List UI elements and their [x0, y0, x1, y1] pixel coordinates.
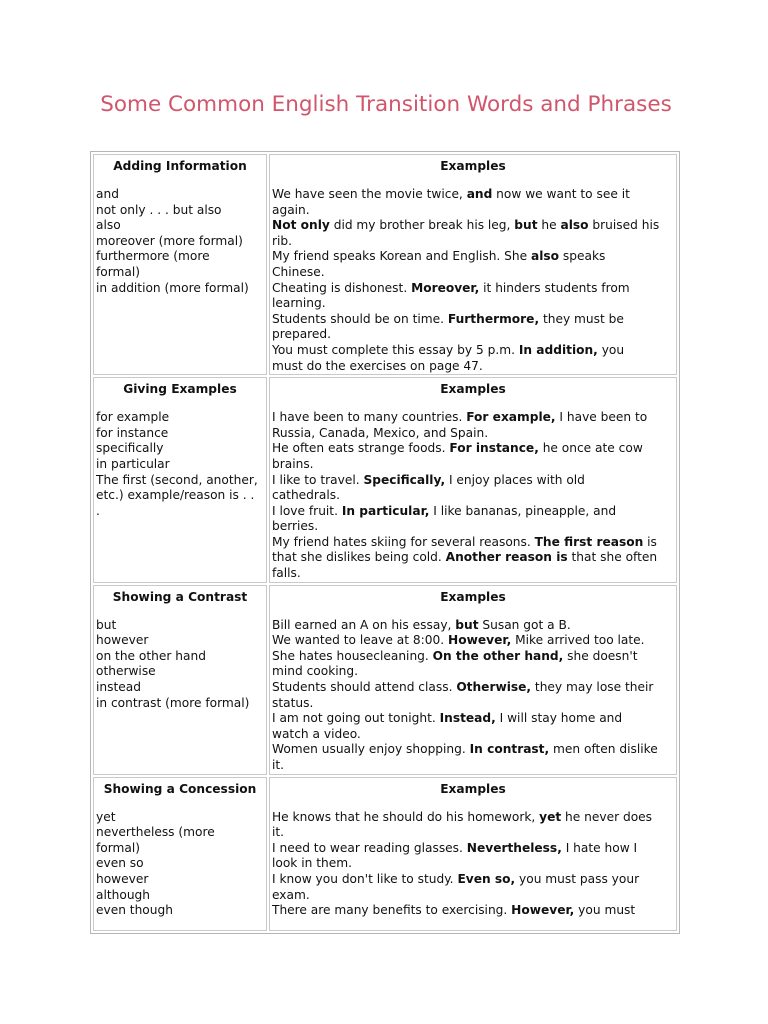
example-text: mind cooking.: [272, 664, 358, 679]
example-sentence-line: [272, 343, 674, 359]
example-text: I have been to many countries.: [272, 410, 467, 425]
transition-words-cell: [93, 585, 267, 775]
example-text: rib.: [272, 233, 293, 248]
example-text: she doesn't: [563, 648, 638, 663]
example-text: prepared.: [272, 327, 332, 342]
example-text: She hates housecleaning.: [272, 648, 433, 663]
example-text: is: [643, 534, 657, 549]
transition-highlight: Moreover,: [411, 280, 480, 295]
example-sentence-line: [272, 903, 674, 919]
transition-highlight: For instance,: [449, 441, 539, 456]
example-text: Susan got a B.: [478, 617, 571, 632]
example-sentence-line: [272, 841, 674, 857]
example-text: He knows that he should do his homework,: [272, 809, 540, 824]
example-text: you must pass your: [515, 871, 640, 886]
example-text: he never does: [561, 809, 653, 824]
example-sentence-line: [272, 426, 674, 442]
transition-highlight: Not only: [272, 218, 330, 233]
example-sentence-line: [272, 457, 674, 473]
example-sentence-line: [272, 410, 674, 426]
example-sentence-line: [272, 535, 674, 551]
examples-cell: [269, 377, 677, 583]
transition-highlight: The first reason: [534, 534, 644, 549]
example-sentence-line: [272, 187, 674, 203]
transition-highlight: but: [455, 617, 479, 632]
example-text: status.: [272, 695, 314, 710]
transition-highlight: In addition,: [518, 342, 598, 357]
example-sentence-line: [272, 281, 674, 297]
transition-word: in contrast (more formal): [96, 695, 250, 710]
transition-words-cell: [93, 777, 267, 931]
transition-highlight: In particular,: [341, 503, 430, 518]
example-text: Russia, Canada, Mexico, and Spain.: [272, 425, 489, 440]
examples-heading: Examples: [440, 159, 506, 173]
transition-word: .: [96, 503, 100, 518]
example-text: falls.: [272, 566, 301, 581]
example-text: Bill earned an A on his essay,: [272, 617, 456, 632]
example-text: you: [597, 342, 625, 357]
section-row: [93, 154, 677, 375]
example-text: it hinders students from: [479, 280, 630, 295]
example-sentence-line: [272, 758, 674, 774]
example-text: I hate how I: [561, 840, 638, 855]
example-text: watch a video.: [272, 726, 361, 741]
example-text: I have been to: [555, 410, 648, 425]
example-text: now we want to see it: [492, 187, 630, 201]
transition-word: not only . . . but also: [96, 202, 222, 217]
example-sentence-line: [272, 566, 674, 582]
transition-word: etc.) example/reason is . .: [96, 488, 255, 503]
transition-highlight: Instead,: [439, 711, 496, 726]
transition-word: but: [96, 617, 117, 632]
example-text: again.: [272, 202, 310, 217]
example-sentence-line: [272, 550, 674, 566]
transition-word: otherwise: [96, 664, 156, 679]
example-sentence-line: [272, 872, 674, 888]
category-heading: Giving Examples: [123, 382, 237, 397]
transition-highlight: also: [531, 249, 560, 264]
section-row: [93, 585, 677, 775]
example-text: that she often: [567, 550, 658, 565]
transition-word: for instance: [96, 425, 169, 440]
transition-words-cell: [93, 154, 267, 375]
transition-word: specifically: [96, 441, 164, 456]
example-text: I like to travel.: [272, 472, 364, 487]
transition-highlight: Another reason is: [445, 550, 568, 565]
example-text: look in them.: [272, 856, 352, 871]
example-text: that she dislikes being cold.: [272, 550, 446, 565]
transition-highlight: Furthermore,: [447, 311, 540, 326]
transition-word: formal): [96, 840, 141, 855]
transition-word: however: [96, 871, 149, 886]
examples-heading: Examples: [440, 382, 506, 397]
examples-cell: [269, 154, 677, 375]
transition-highlight: Specifically,: [363, 472, 446, 487]
example-sentence-line: [272, 296, 674, 312]
example-sentence-line: [272, 249, 674, 265]
example-text: men often dislike: [549, 742, 658, 757]
transition-word: in particular: [96, 456, 170, 471]
examples-heading: Examples: [440, 589, 506, 604]
example-text: I will stay home and: [495, 711, 623, 726]
category-heading: Showing a Concession: [103, 781, 257, 796]
example-sentence-line: [272, 327, 674, 343]
examples-heading: Examples: [440, 781, 506, 796]
transition-word: nevertheless (more: [96, 825, 215, 840]
example-text: You must complete this essay by 5 p.m.: [272, 342, 519, 357]
example-sentence-line: [272, 727, 674, 743]
example-text: I enjoy places with old: [445, 472, 585, 487]
transition-word: instead: [96, 680, 141, 695]
example-text: Chinese.: [272, 264, 325, 279]
example-text: He often eats strange foods.: [272, 441, 450, 456]
example-sentence-line: [272, 825, 674, 841]
transition-word: and: [96, 187, 119, 201]
example-text: I know you don't like to study.: [272, 871, 458, 886]
transition-word: also: [96, 218, 121, 233]
example-sentence-line: [272, 234, 674, 250]
example-sentence-line: [272, 504, 674, 520]
section-row: [93, 777, 677, 931]
examples-cell: [269, 777, 677, 931]
example-text: they may lose their: [531, 680, 654, 695]
example-text: Students should be on time.: [272, 311, 448, 326]
example-sentence-line: [272, 664, 674, 680]
transition-highlight: On the other hand,: [432, 648, 564, 663]
example-sentence-line: [272, 519, 674, 535]
transition-highlight: Even so,: [457, 871, 516, 886]
example-text: he once ate cow: [538, 441, 643, 456]
transition-word: even so: [96, 856, 144, 871]
transition-highlight: In contrast,: [469, 742, 550, 757]
example-sentence-line: [272, 649, 674, 665]
example-sentence-line: [272, 711, 674, 727]
example-text: My friend hates skiing for several reasons.: [272, 534, 535, 549]
example-sentence-line: [272, 810, 674, 826]
example-text: you must: [574, 903, 636, 918]
transition-word: furthermore (more: [96, 249, 210, 264]
category-heading: Adding Information: [113, 159, 247, 173]
transition-highlight: also: [560, 218, 589, 233]
example-text: bruised his: [588, 218, 660, 233]
example-text: We have seen the movie twice,: [272, 187, 467, 201]
example-text: brains.: [272, 456, 314, 471]
example-text: Cheating is dishonest.: [272, 280, 412, 295]
example-sentence-line: [272, 265, 674, 281]
example-text: he: [537, 218, 561, 233]
transition-word: however: [96, 633, 149, 648]
example-sentence-line: [272, 680, 674, 696]
example-text: My friend speaks Korean and English. She: [272, 249, 531, 264]
examples-cell: [269, 585, 677, 775]
example-text: I am not going out tonight.: [272, 711, 440, 726]
section-row: [93, 377, 677, 583]
example-sentence-line: [272, 696, 674, 712]
example-sentence-line: [272, 312, 674, 328]
example-text: it.: [272, 825, 285, 840]
example-sentence-line: [272, 856, 674, 872]
example-text: I need to wear reading glasses.: [272, 840, 467, 855]
example-sentence-line: [272, 488, 674, 504]
transition-highlight: yet: [539, 809, 562, 824]
example-text: I love fruit.: [272, 503, 342, 518]
transition-word: moreover (more formal): [96, 233, 243, 248]
transition-word: formal): [96, 264, 141, 279]
example-text: berries.: [272, 519, 319, 534]
example-text: Women usually enjoy shopping.: [272, 742, 470, 757]
transition-highlight: but: [514, 218, 538, 233]
transition-word: yet: [96, 809, 116, 824]
example-sentence-line: [272, 473, 674, 489]
category-heading: Showing a Contrast: [112, 589, 248, 604]
transition-highlight: Nevertheless,: [466, 840, 562, 855]
example-sentence-line: [272, 359, 674, 375]
example-sentence-line: [272, 218, 674, 234]
transition-highlight: and: [466, 187, 493, 201]
transition-highlight: However,: [448, 633, 512, 648]
example-text: speaks: [559, 249, 606, 264]
example-text: There are many benefits to exercising.: [272, 903, 512, 918]
example-text: they must be: [539, 311, 624, 326]
page-title: Some Common English Transition Words and Phrases: [100, 92, 672, 117]
transition-highlight: Otherwise,: [456, 680, 532, 695]
transition-word: although: [96, 887, 150, 902]
transition-word: for example: [96, 410, 170, 425]
example-text: Students should attend class.: [272, 680, 457, 695]
transition-words-table: [90, 151, 680, 934]
transition-word: in addition (more formal): [96, 280, 249, 295]
transition-words-cell: [93, 377, 267, 583]
example-text: Mike arrived too late.: [511, 633, 645, 648]
transition-highlight: However,: [511, 903, 575, 918]
example-sentence-line: [272, 203, 674, 219]
example-text: must do the exercises on page 47.: [272, 358, 483, 373]
example-sentence-line: [272, 618, 674, 634]
example-sentence-line: [272, 888, 674, 904]
example-sentence-line: [272, 742, 674, 758]
transition-word: even though: [96, 903, 173, 918]
example-text: it.: [272, 758, 285, 772]
example-text: cathedrals.: [272, 488, 340, 503]
example-text: did my brother break his leg,: [329, 218, 515, 233]
example-sentence-line: [272, 633, 674, 649]
example-text: I like bananas, pineapple, and: [429, 503, 617, 518]
example-text: We wanted to leave at 8:00.: [272, 633, 449, 648]
example-sentence-line: [272, 441, 674, 457]
transition-word: The first (second, another,: [96, 472, 258, 487]
example-text: exam.: [272, 887, 310, 902]
transition-highlight: For example,: [466, 410, 556, 425]
transition-word: on the other hand: [96, 648, 206, 663]
example-text: learning.: [272, 296, 326, 311]
